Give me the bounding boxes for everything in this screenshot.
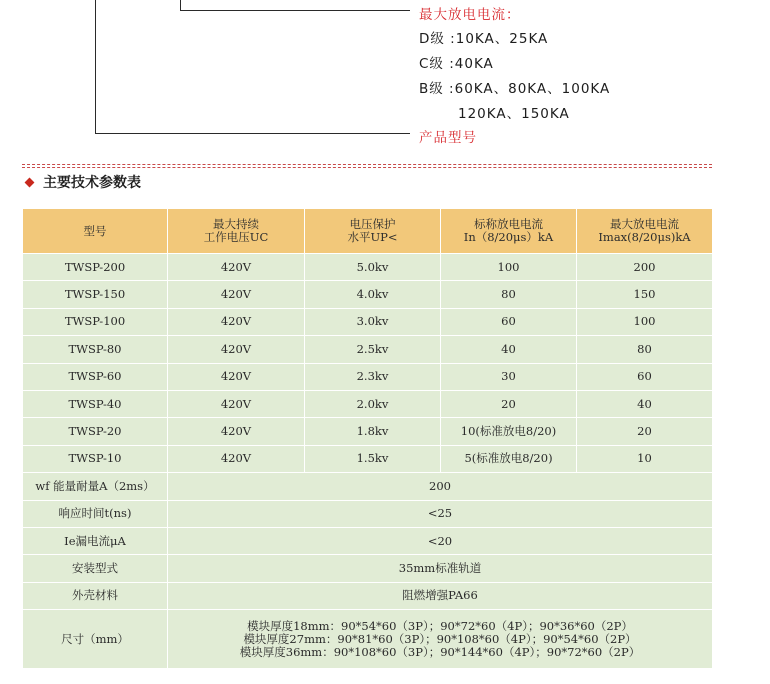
- cell-nominal: 80: [441, 281, 577, 308]
- cell-protection: 5.0kv: [305, 254, 441, 281]
- cell-max: 200: [577, 254, 713, 281]
- cell-voltage: 420V: [168, 281, 305, 308]
- cell-protection: 4.0kv: [305, 281, 441, 308]
- cell-max: 150: [577, 281, 713, 308]
- cell-nominal: 5(标准放电8/20): [441, 445, 577, 472]
- spec-table: [22, 208, 713, 669]
- cell-max: 20: [577, 418, 713, 445]
- cell-protection: 1.8kv: [305, 418, 441, 445]
- class-b-spec: B级 :60KA、80KA、100KA: [419, 81, 611, 97]
- dimensions-label: 尺寸（mm）: [23, 610, 168, 669]
- param-value: <25: [168, 500, 713, 527]
- param-value: 200: [168, 473, 713, 500]
- cell-voltage: 420V: [168, 418, 305, 445]
- section-title: [24, 172, 141, 192]
- divider-dashed-bottom: [22, 167, 712, 168]
- header-protection-level: 电压保护 水平UP<: [305, 209, 441, 254]
- max-discharge-label: 最大放电电流：: [419, 7, 521, 23]
- table-header-row: [23, 209, 713, 254]
- cell-nominal: 40: [441, 336, 577, 363]
- dimensions-line-18mm: 模块厚度18mm：90*54*60（3P）；90*72*60（4P）；90*36*60（2P）: [247, 618, 633, 633]
- table-row: [23, 336, 713, 363]
- param-label: 安装型式: [23, 555, 168, 582]
- cell-nominal: 30: [441, 363, 577, 390]
- param-row: [23, 582, 713, 609]
- cell-voltage: 420V: [168, 363, 305, 390]
- param-row: [23, 555, 713, 582]
- cell-model: TWSP-40: [23, 390, 168, 417]
- cell-nominal: 60: [441, 308, 577, 335]
- table-row: [23, 445, 713, 472]
- param-value: <20: [168, 527, 713, 554]
- cell-protection: 2.3kv: [305, 363, 441, 390]
- dimensions-value: [168, 610, 713, 669]
- cell-model: TWSP-60: [23, 363, 168, 390]
- header-model: 型号: [23, 209, 168, 254]
- cell-max: 100: [577, 308, 713, 335]
- section-title-text: 主要技术参数表: [43, 175, 141, 191]
- param-label: Ie漏电流μA: [23, 527, 168, 554]
- cell-max: 10: [577, 445, 713, 472]
- param-value: 阻燃增强PA66: [168, 582, 713, 609]
- table-row: [23, 390, 713, 417]
- cell-max: 60: [577, 363, 713, 390]
- table-row: [23, 308, 713, 335]
- table-row: [23, 281, 713, 308]
- bracket-line-lower-vertical: [95, 0, 96, 134]
- diamond-bullet-icon: [25, 177, 35, 187]
- cell-voltage: 420V: [168, 308, 305, 335]
- cell-protection: 2.0kv: [305, 390, 441, 417]
- dimensions-line-36mm: 模块厚度36mm：90*108*60（3P）；90*144*60（4P）；90*72*60（2P）: [239, 644, 641, 659]
- cell-protection: 2.5kv: [305, 336, 441, 363]
- cell-protection: 1.5kv: [305, 445, 441, 472]
- param-row: [23, 500, 713, 527]
- param-label: 外壳材料: [23, 582, 168, 609]
- cell-model: TWSP-150: [23, 281, 168, 308]
- cell-voltage: 420V: [168, 390, 305, 417]
- header-nominal-current: 标称放电电流 In（8/20μs）kA: [441, 209, 577, 254]
- class-b-spec-cont: 120KA、150KA: [458, 106, 570, 122]
- cell-model: TWSP-10: [23, 445, 168, 472]
- cell-nominal: 10(标准放电8/20): [441, 418, 577, 445]
- cell-model: TWSP-200: [23, 254, 168, 281]
- cell-protection: 3.0kv: [305, 308, 441, 335]
- table-row: [23, 418, 713, 445]
- divider-dashed-top: [22, 164, 712, 165]
- cell-nominal: 100: [441, 254, 577, 281]
- dimensions-row: [23, 610, 713, 669]
- bracket-line-upper-horizontal: [180, 10, 410, 11]
- param-value: 35mm标准轨道: [168, 555, 713, 582]
- dimensions-line-27mm: 模块厚度27mm：90*81*60（3P）；90*108*60（4P）；90*54*60（2P）: [243, 631, 637, 646]
- class-c-spec: C级 :40KA: [419, 56, 494, 72]
- header-max-voltage: 最大持续 工作电压UC: [168, 209, 305, 254]
- header-max-current: 最大放电电流 Imax(8/20μs)kA: [577, 209, 713, 254]
- param-label: wf 能量耐量A（2ms）: [23, 473, 168, 500]
- cell-max: 80: [577, 336, 713, 363]
- param-row: [23, 527, 713, 554]
- cell-nominal: 20: [441, 390, 577, 417]
- cell-model: TWSP-80: [23, 336, 168, 363]
- bracket-line-lower-horizontal: [95, 133, 410, 134]
- param-row: [23, 473, 713, 500]
- cell-model: TWSP-20: [23, 418, 168, 445]
- product-model-label: 产品型号: [419, 130, 477, 146]
- table-row: [23, 254, 713, 281]
- param-label: 响应时间t(ns): [23, 500, 168, 527]
- cell-voltage: 420V: [168, 254, 305, 281]
- cell-voltage: 420V: [168, 445, 305, 472]
- table-row: [23, 363, 713, 390]
- cell-model: TWSP-100: [23, 308, 168, 335]
- cell-voltage: 420V: [168, 336, 305, 363]
- cell-max: 40: [577, 390, 713, 417]
- class-d-spec: D级 :10KA、25KA: [419, 31, 549, 47]
